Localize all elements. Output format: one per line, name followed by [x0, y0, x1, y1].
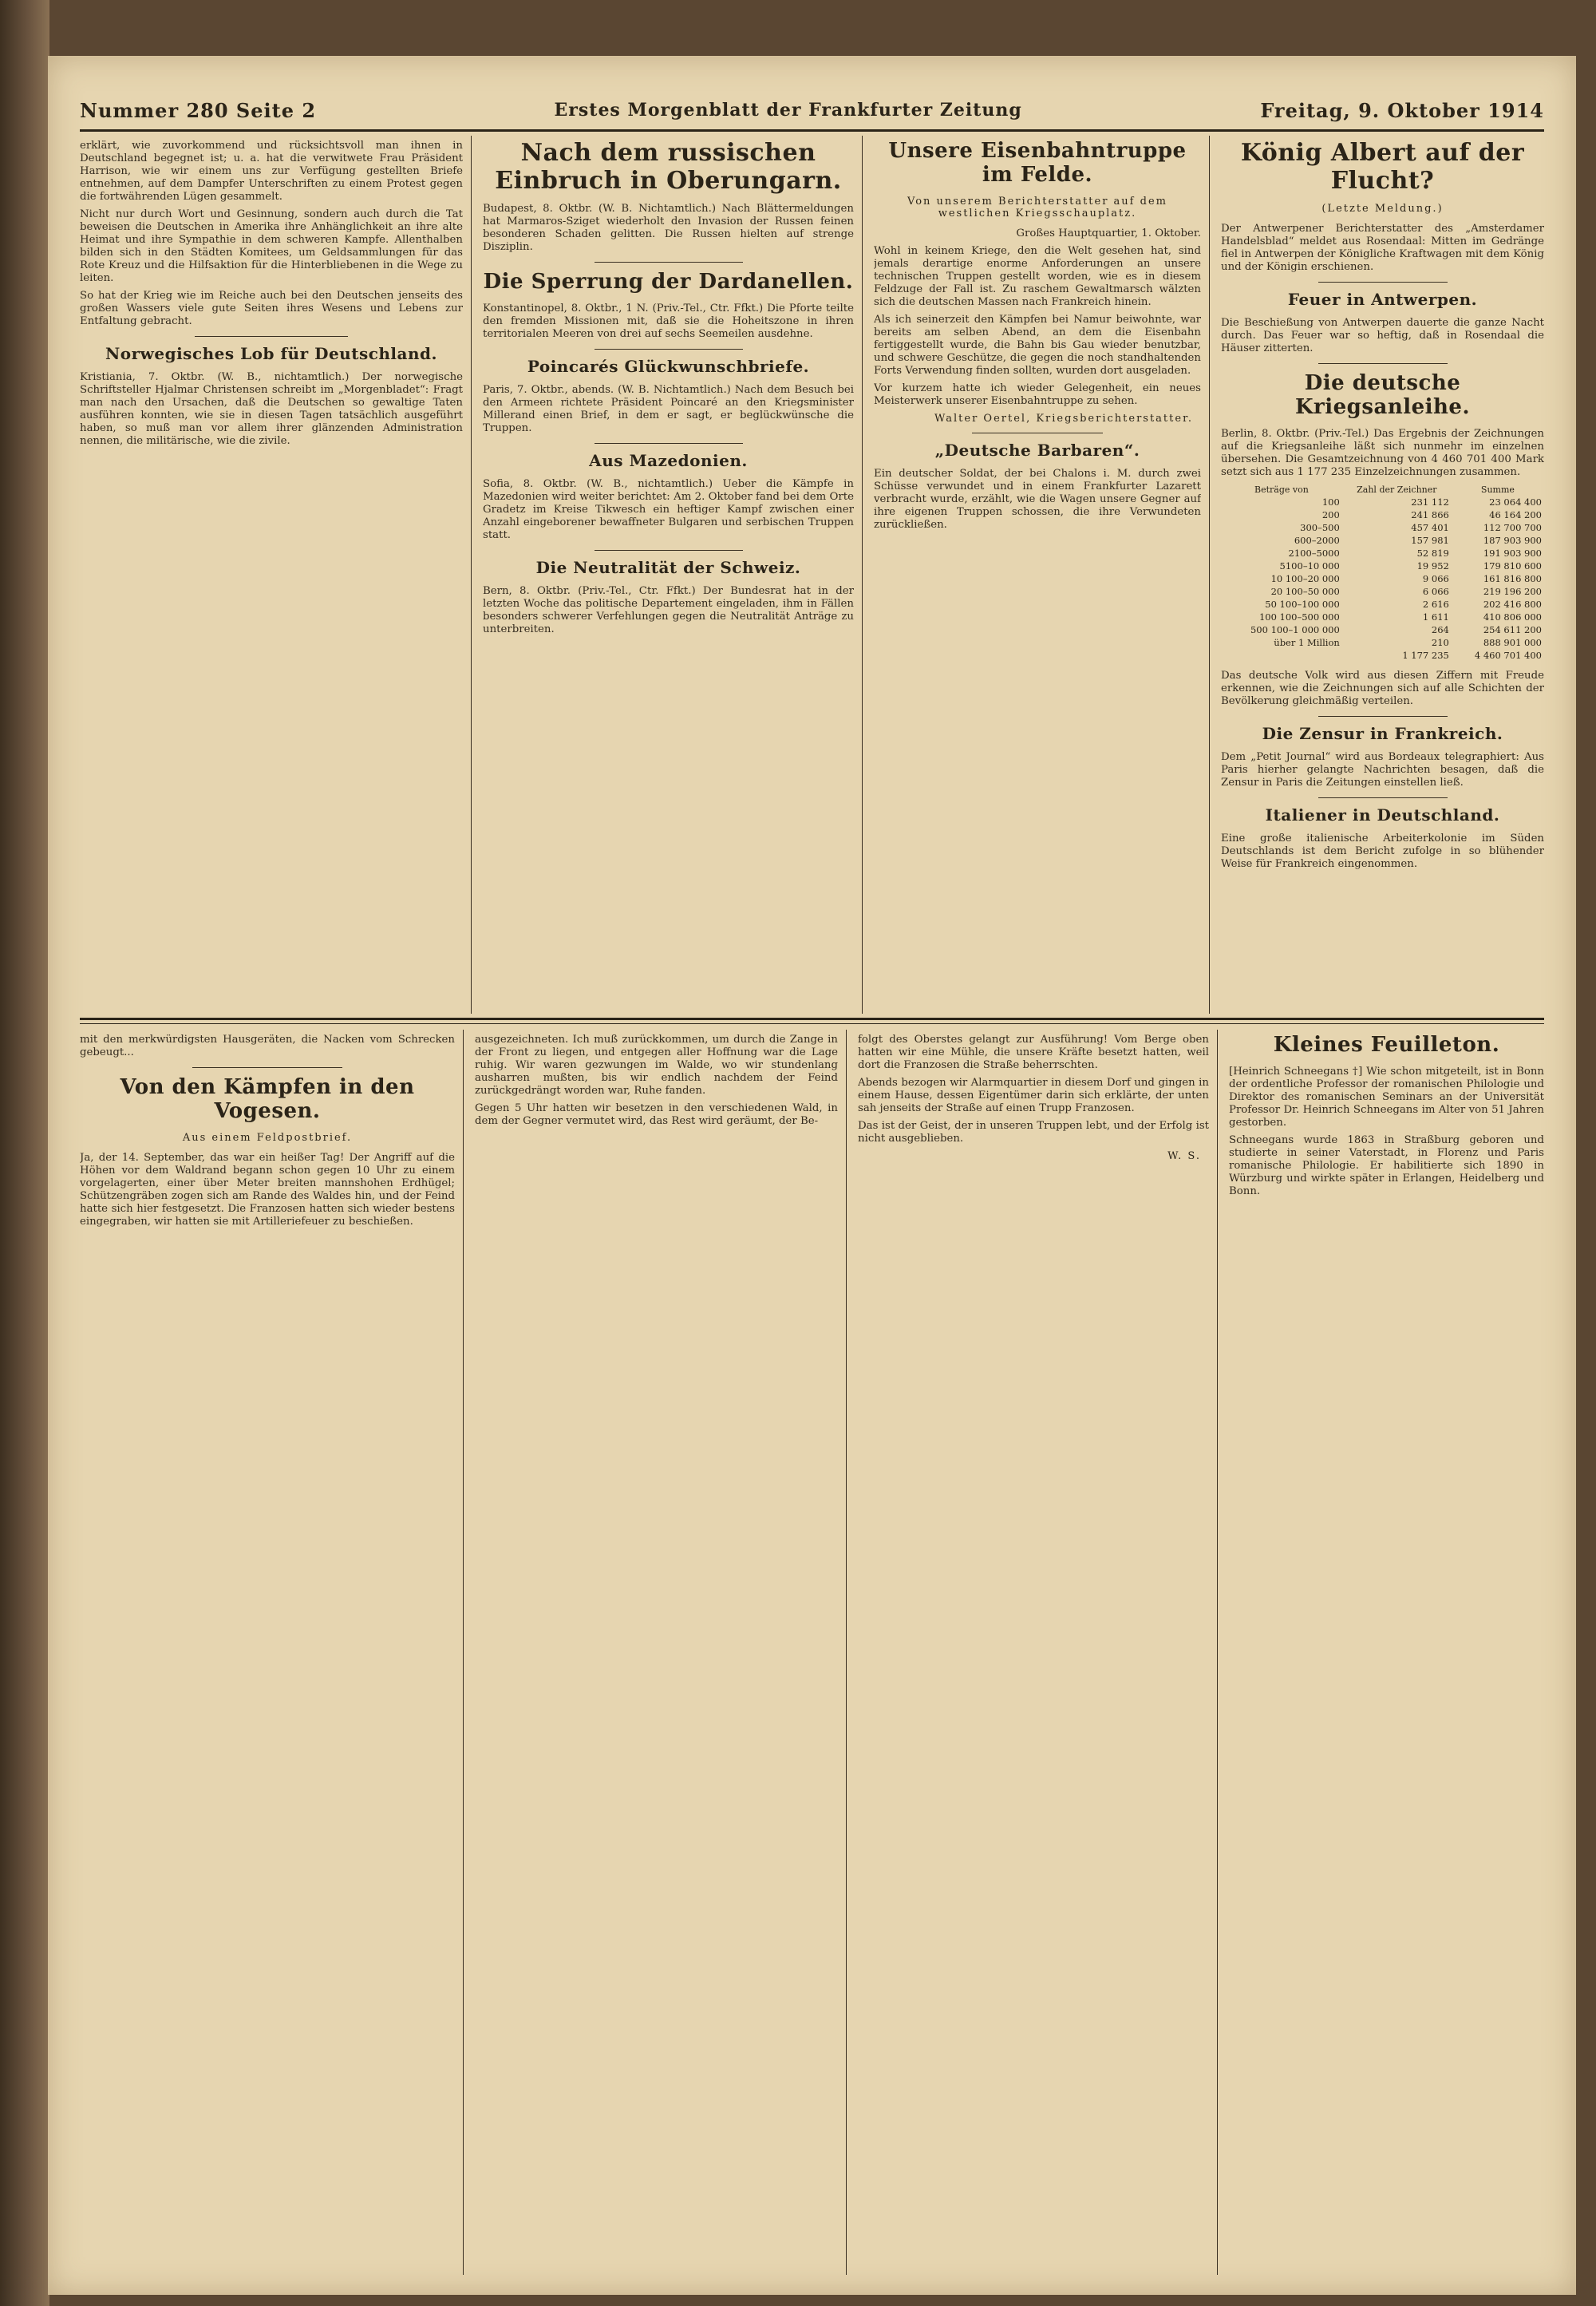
masthead-title: Erstes Morgenblatt der Frankfurter Zeitung: [554, 100, 1022, 121]
table-row: [1221, 508, 1544, 521]
table-cell: 241 866: [1411, 508, 1449, 520]
masthead-date: Freitag, 9. Oktober 1914: [1260, 98, 1544, 122]
article-text: folgt des Oberstes gelangt zur Ausführung! Vom Berge oben hatten wir eine Mühle, die unsere Kräfte besetzt hatten, weil dort die Franzosen die Straße beherrschten.: [858, 1034, 1209, 1071]
column-rule: [862, 136, 863, 1014]
table-cell: 23 064 400: [1489, 496, 1542, 508]
masthead-issue: Nummer 280 Seite 2: [80, 98, 317, 122]
headline-kleines-feuilleton: Kleines Feuilleton.: [1273, 1034, 1500, 1057]
headline-zensur-frankreich: Die Zensur in Frankreich.: [1262, 723, 1503, 743]
separator: [595, 443, 743, 444]
table-cell: 200: [1321, 508, 1340, 520]
subheadline: (Letzte Meldung.): [1321, 203, 1444, 215]
newspaper-page: [48, 56, 1576, 2295]
article-text: Gegen 5 Uhr hatten wir besetzen in den verschiedenen Wald, in dem der Gegner vermutet wird, das Rest wird geräumt, der Be-: [475, 1102, 838, 1127]
article-text: ausgezeichneten. Ich muß zurückkommen, um durch die Zange in der Front zu liegen, und entgegen aller Hoffnung war die Lage ruhig. Wir waren gezwungen im Walde, wo wir stundenlang ausharren mußten, bis wir endlich nachdem der Feind zurückgedrängt worden war, Ruhe fanden.: [475, 1034, 838, 1097]
table-cell: 46 164 200: [1489, 508, 1542, 520]
separator: [1318, 716, 1448, 717]
table-row: [1221, 598, 1544, 611]
table-row: [1221, 496, 1544, 508]
table-cell: 157 981: [1411, 534, 1449, 546]
headline-eisenbahntruppe: Unsere Eisenbahntruppe im Felde.: [888, 140, 1187, 187]
table-header: Zahl der Zeichner: [1357, 484, 1437, 495]
table-row: [1221, 534, 1544, 547]
table-total-sum: 4 460 701 400: [1474, 649, 1542, 661]
article-text: Ein deutscher Soldat, der bei Chalons i. M. durch zwei Schüsse verwundet und in einem Frankfurter Lazarett verbracht wurde, erzählt, wie die Wagen unsere Gegner auf ihre eigenen Truppen schossen, die ihre Verwundeten zurückließen.: [874, 467, 1201, 531]
table-cell: 100: [1321, 496, 1340, 508]
column-rule: [846, 1030, 847, 2275]
article-text: erklärt, wie zuvorkommend und rücksichtsvoll man ihnen in Deutschland begegnet ist; u. a. hat die verwitwete Frau Präsident Harrison, wie wir einem uns zur Verfügung gestellten Briefe entnehmen, auf dem Dampfer Unterschriften zu einem Protest gegen die fortwährenden Lügen gesammelt.: [80, 140, 463, 203]
table-cell: 50 100–100 000: [1265, 598, 1340, 610]
loan-table: [1221, 484, 1544, 662]
table-cell: 500 100–1 000 000: [1250, 623, 1340, 635]
headline-poincare: Poincarés Glückwunschbriefe.: [527, 356, 810, 376]
article-text: [Heinrich Schneegans †] Wie schon mitgeteilt, ist in Bonn der ordentliche Professor der romanischen Philologie und Direktor des romanischen Seminars an der Universität Professor Dr. Heinrich Schneegans im Alter von 51 Jahren gestorben.: [1229, 1065, 1544, 1129]
article-text: Bern, 8. Oktbr. (Priv.-Tel., Ctr. Ffkt.) Der Bundesrat hat in der letzten Woche das politische Departement eingeladen, ihm in Fällen besonders schwerer Verfehlungen gegen die Neutralität Anträge zu unterbreiten.: [483, 584, 854, 635]
column-1: [80, 140, 463, 1010]
table-cell: 191 903 900: [1483, 547, 1542, 559]
article-text: Berlin, 8. Oktbr. (Priv.-Tel.) Das Ergebnis der Zeichnungen auf die Kriegsanleihe läßt sich nunmehr im einzelnen übersehen. Die Gesamtzeichnung von 4 460 701 400 Mark setzt sich aus 1 177 235 Einzelzeichnungen zusammen.: [1221, 427, 1544, 478]
article-text: Wohl in keinem Kriege, den die Welt gesehen hat, sind jemals derartige enorme Anforderungen an unsere technischen Truppen gestellt worden, wie es in diesem Feldzuge der Fall ist. Zu raschem Gewaltmarsch wälzten sich die deutschen Massen nach Frankreich hinein.: [874, 244, 1201, 308]
subheadline: Aus einem Feldpostbrief.: [182, 1131, 353, 1144]
headline-neutralitaet-schweiz: Die Neutralität der Schweiz.: [535, 557, 801, 577]
table-cell: 179 810 600: [1483, 560, 1542, 572]
headline-vogesen: Von den Kämpfen in den Vogesen.: [120, 1075, 415, 1123]
column-rule: [463, 1030, 464, 2275]
signature: W. S.: [1167, 1150, 1201, 1162]
column-3: [874, 140, 1201, 1010]
headline-russischer-einbruch: Nach dem russischen Einbruch in Oberungarn.: [495, 140, 842, 195]
table-cell: 5100–10 000: [1279, 560, 1340, 572]
table-cell: 2 616: [1422, 598, 1449, 610]
table-cell: 187 903 900: [1483, 534, 1542, 546]
headline-kriegsanleihe: Die deutsche Kriegsanleihe.: [1294, 371, 1471, 419]
article-text: Als ich seinerzeit den Kämpfen bei Namur beiwohnte, war bereits am selben Abend, an dem die Eisenbahn fertiggestellt wurde, die Bahn bis Gau wieder benutzbar, und schwere Geschütze, die gegen die noch standhaltenden Forts Verwendung finden sollten, wurden dort ausgeladen.: [874, 313, 1201, 377]
article-text: Dem „Petit Journal“ wird aus Bordeaux telegraphiert: Aus Paris hierher gelangte Nachrichten besagen, daß die Zensur in Paris die Zeitungen einstellen ließ.: [1221, 750, 1544, 789]
table-cell: 457 401: [1411, 521, 1449, 533]
table-row: [1221, 623, 1544, 636]
table-row: [1221, 572, 1544, 585]
table-cell: 10 100–20 000: [1270, 572, 1340, 584]
table-cell: 600–2000: [1294, 534, 1340, 546]
table-cell: 300–500: [1300, 521, 1340, 533]
column-4: [1221, 140, 1544, 1010]
table-row: [1221, 636, 1544, 649]
section-rule: [80, 1018, 1544, 1020]
headline-dardanellen: Die Sperrung der Dardanellen.: [483, 270, 854, 294]
headline-italiener: Italiener in Deutschland.: [1265, 805, 1500, 825]
table-cell: über 1 Million: [1274, 636, 1340, 648]
headline-deutsche-barbaren: „Deutsche Barbaren“.: [934, 440, 1140, 460]
table-header: Summe: [1480, 484, 1515, 495]
table-cell: 219 196 200: [1483, 585, 1542, 597]
headline-mazedonien: Aus Mazedonien.: [589, 450, 748, 470]
table-cell: 161 816 800: [1483, 572, 1542, 584]
table-total-count: 1 177 235: [1402, 649, 1449, 661]
article-text: Eine große italienische Arbeiterkolonie im Süden Deutschlands ist dem Bericht zufolge in so blühender Weise für Frankreich eingenommen.: [1221, 832, 1544, 870]
separator: [595, 550, 743, 551]
article-text: Das deutsche Volk wird aus diesen Ziffern mit Freude erkennen, wie die Zeichnungen sich auf alle Schichten der Bevölkerung gleichmäßig verteilen.: [1221, 669, 1544, 707]
article-text: Das ist der Geist, der in unseren Truppen lebt, und der Erfolg ist nicht ausgeblieben.: [858, 1120, 1209, 1145]
table-cell: 231 112: [1411, 496, 1449, 508]
table-cell: 1 611: [1422, 611, 1449, 623]
table-cell: 210: [1431, 636, 1449, 648]
lower-column-2: [475, 1034, 838, 2279]
table-row: [1221, 611, 1544, 623]
lower-column-4: [1229, 1034, 1544, 2279]
table-cell: 112 700 700: [1483, 521, 1542, 533]
table-row: [1221, 521, 1544, 534]
column-rule: [471, 136, 472, 1014]
table-cell: 19 952: [1416, 560, 1449, 572]
article-text: Abends bezogen wir Alarmquartier in diesem Dorf und gingen in einem Hause, dessen Eigentümer darin sich erklärte, der unten sah jenseits der Straße auf einen Trupp Franzosen.: [858, 1077, 1209, 1114]
table-row: [1221, 560, 1544, 572]
article-text: Nicht nur durch Wort und Gesinnung, sondern auch durch die Tat beweisen die Deutschen in Amerika ihre Anhänglichkeit an ihre alte Heimat und ihre Sympathie in dem schweren Kampfe. Allenthalben bilden sich in den Städten Komitees, um Geldsammlungen für das Rote Kreuz und die Hilfsaktion für die Hinterbliebenen in die Wege zu leiten.: [80, 208, 463, 284]
article-text: Ja, der 14. September, das war ein heißer Tag! Der Angriff auf die Höhen vor dem Waldrand begann schon gegen 10 Uhr zu einem vorgelagerten, einer über Meter breiten mannshohen Erdhügel; Schützengräben zogen sich am Rande des Waldes hin, und der Feind hatte sich hier festgesetzt. Die Franzosen hatten sich wieder bestens eingegraben, wir hatten sie mit Artilleriefeuer zu beschießen.: [80, 1151, 455, 1228]
article-text: Schneegans wurde 1863 in Straßburg geboren und studierte in seiner Vaterstadt, in Florenz und Paris romanische Philologie. Er habilitierte sich 1890 in Würzburg und wirkte später in Erlangen, Heidelberg und Bonn.: [1229, 1133, 1544, 1197]
separator: [192, 1067, 342, 1068]
table-cell: 254 611 200: [1483, 623, 1542, 635]
section-rule-thin: [80, 1023, 1544, 1024]
article-text: Der Antwerpener Berichterstatter des „Amsterdamer Handelsblad“ meldet aus Rosendaal: Mitten im Gedränge fiel in Antwerpen der Königliche Kraftwagen mit dem König und der Königin erschienen.: [1221, 223, 1544, 273]
byline: Von unserem Berichterstatter auf dem westlichen Kriegsschauplatz.: [907, 195, 1167, 220]
separator: [595, 349, 743, 350]
column-rule: [1217, 1030, 1218, 2275]
headline-koenig-albert: König Albert auf der Flucht?: [1240, 140, 1525, 195]
separator: [595, 262, 743, 263]
lower-column-1: [80, 1034, 455, 2279]
book-binding-shadow: [0, 0, 49, 2306]
table-cell: 410 806 000: [1483, 611, 1542, 623]
article-text: Die Beschießung von Antwerpen dauerte die ganze Nacht durch. Das Feuer war so heftig, daß in Rosendaal die Häuser zitterten.: [1221, 317, 1544, 354]
table-cell: 264: [1431, 623, 1449, 635]
headline-feuer-antwerpen: Feuer in Antwerpen.: [1287, 290, 1478, 309]
dateline: Großes Hauptquartier, 1. Oktober.: [1016, 227, 1201, 239]
table-cell: 202 416 800: [1483, 598, 1542, 610]
column-2: [483, 140, 854, 1010]
lower-column-3: [858, 1034, 1209, 2279]
separator: [1318, 363, 1448, 364]
table-header: Beträge von: [1254, 484, 1309, 495]
separator: [195, 336, 348, 337]
table-cell: 100 100–500 000: [1258, 611, 1340, 623]
table-row: [1221, 547, 1544, 560]
masthead: [80, 94, 1544, 126]
article-text: Vor kurzem hatte ich wieder Gelegenheit, ein neues Meisterwerk unserer Eisenbahntruppe zu sehen.: [874, 382, 1201, 407]
article-text: Budapest, 8. Oktbr. (W. B. Nichtamtlich.) Nach Blättermeldungen hat Marmaros-Sziget wiederholt den Invasion der Russen feinen besonderen Schaden gelitten. Die Russen hielten auf strenge Disziplin.: [483, 203, 854, 253]
table-cell: 6 066: [1422, 585, 1449, 597]
separator: [1318, 282, 1448, 283]
article-text: mit den merkwürdigsten Hausgeräten, die Nacken vom Schrecken gebeugt...: [80, 1034, 455, 1058]
separator: [1318, 797, 1448, 798]
article-text: So hat der Krieg wie im Reiche auch bei den Deutschen jenseits des großen Wassers viele gute Seiten ihres Wesens und Lebens zur Entfaltung gebracht.: [80, 290, 463, 327]
table-cell: 2100–5000: [1288, 547, 1340, 559]
column-rule: [1209, 136, 1210, 1014]
signature: Walter Oertel, Kriegsberichterstatter.: [934, 412, 1193, 425]
article-text: Paris, 7. Oktbr., abends. (W. B. Nichtamtlich.) Nach dem Besuch bei den Armeen richtete Präsident Poincaré an den Kriegsminister Millerand einen Brief, in dem er sagt, er beglückwünsche die Truppen.: [483, 383, 854, 434]
article-text: Konstantinopel, 8. Oktbr., 1 N. (Priv.-Tel., Ctr. Ffkt.) Die Pforte teilte den fremden Missionen mit, daß sie die Hoheitszone in ihren territorialen Meeren von drei auf sechs Seemeilen ausdehne.: [483, 302, 854, 340]
table-row: [1221, 585, 1544, 598]
table-cell: 20 100–50 000: [1270, 585, 1340, 597]
masthead-rule: [80, 129, 1544, 132]
headline-norwegisches-lob: Norwegisches Lob für Deutschland.: [105, 344, 437, 363]
article-text: Sofia, 8. Oktbr. (W. B., nichtamtlich.) Ueber die Kämpfe in Mazedonien wird weiter berichtet: Am 2. Oktober fand bei dem Orte Gradetz im Kreise Tikwesch ein heftiger Kampf zwischen einer Anzahl eingeborener bewaffneter Bulgaren und serbischen Truppen statt.: [483, 477, 854, 541]
article-text: Kristiania, 7. Oktbr. (W. B., nichtamtlich.) Der norwegische Schriftsteller Hjalmar Christensen schreibt im „Morgenbladet“: Fragt man nach den Ursachen, daß die Deutschen so gewaltige Taten ausführen konnten, wie sie in diesen Tagen tatsächlich ausgeführt haben, so muß man vor allem ihrer glänzenden Administration nennen, die militärische, wie die zivile.: [80, 371, 463, 447]
table-cell: 9 066: [1422, 572, 1449, 584]
table-cell: 52 819: [1416, 547, 1449, 559]
table-cell: 888 901 000: [1483, 636, 1542, 648]
